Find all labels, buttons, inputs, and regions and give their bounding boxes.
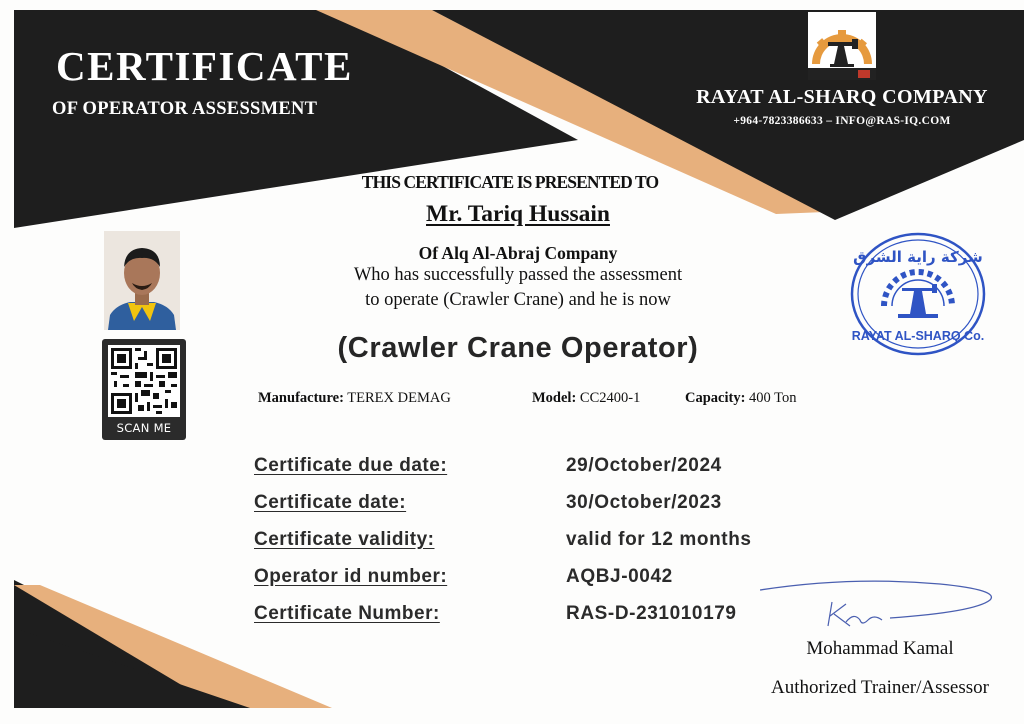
spec-model — [532, 390, 640, 407]
detail-value-due-date: 29/October/2024 — [566, 455, 722, 476]
spec-capacity-label: Capacity: — [685, 390, 746, 406]
presented-to-heading: THIS CERTIFICATE IS PRESENTED TO — [361, 172, 659, 192]
detail-value-validity: valid for 12 months — [566, 529, 752, 550]
qr-code-icon — [108, 345, 180, 417]
detail-value-certificate-number: RAS-D-231010179 — [566, 603, 737, 624]
issuer-name: RAYAT AL-SHARQ COMPANY — [696, 86, 988, 108]
spec-manufacture-label: Manufacture: — [258, 390, 344, 406]
detail-label-certificate-number: Certificate Number: — [254, 603, 440, 624]
signature-icon — [760, 578, 1010, 638]
issuer-contact: +964-7823386633 – INFO@RAS-IQ.COM — [733, 115, 951, 127]
spec-model-label: Model: — [532, 390, 577, 406]
spec-manufacture — [258, 390, 451, 407]
detail-label-operator-id: Operator id number: — [254, 566, 448, 587]
recipient-company: Of Alq Al-Abraj Company — [418, 243, 618, 263]
signer-name: Mohammad Kamal — [806, 638, 954, 659]
certificate-subtitle: OF OPERATOR ASSESSMENT — [52, 99, 318, 119]
stamp-arabic-text: شركة راية الشرق — [853, 248, 983, 266]
spec-capacity-value: 400 Ton — [749, 390, 797, 406]
detail-label-certificate-date: Certificate date: — [254, 492, 407, 513]
detail-label-validity: Certificate validity: — [254, 529, 435, 550]
spec-capacity — [685, 390, 797, 407]
description-line-1: Who has successfully passed the assessment — [353, 265, 683, 285]
company-stamp-icon — [848, 228, 988, 360]
detail-label-due-date: Certificate due date: — [254, 455, 448, 476]
operator-role: (Crawler Crane Operator) — [337, 332, 699, 364]
recipient-name: Mr. Tariq Hussain — [426, 201, 610, 227]
signer-title: Authorized Trainer/Assessor — [771, 677, 989, 698]
qr-code[interactable] — [102, 339, 186, 440]
spec-manufacture-value: TEREX DEMAG — [347, 390, 451, 406]
stamp-english-text: RAYAT AL-SHARQ Co. — [851, 329, 985, 343]
operator-photo — [104, 231, 180, 330]
operator-portrait-icon — [104, 231, 180, 330]
qr-matrix — [108, 345, 180, 417]
detail-value-certificate-date: 30/October/2023 — [566, 492, 722, 513]
qr-scan-label: SCAN ME — [116, 421, 172, 435]
oil-pump-gear-logo-icon — [808, 12, 876, 80]
certificate-title: CERTIFICATE — [56, 43, 353, 89]
spec-model-value: CC2400-1 — [579, 390, 641, 406]
description-line-2: to operate (Crawler Crane) and he is now — [365, 290, 671, 310]
detail-value-operator-id: AQBJ-0042 — [566, 566, 673, 587]
